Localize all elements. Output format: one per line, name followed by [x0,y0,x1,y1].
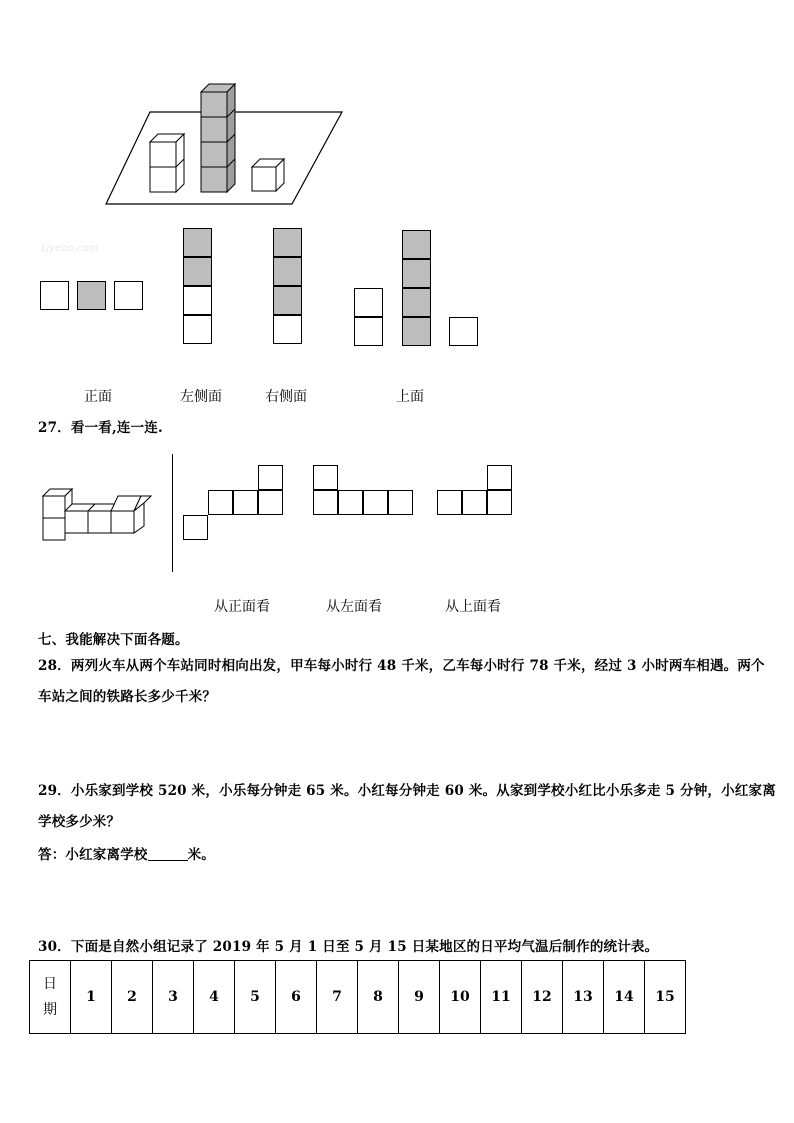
q29-line2: 学校多少米？ [38,814,121,830]
day-cell: 14 [604,961,645,1034]
q27-label-top: 从上面看 [445,599,501,615]
q27-cube-figure [40,486,156,544]
day-cell: 5 [235,961,276,1034]
q29-line1: 29．小乐家到学校 520 米，小乐每分钟走 65 米。小红每分钟走 60 米。从家到学校小红比小乐多走 5 分钟，小红家离 [38,783,776,799]
label-left-side: 左侧面 [180,389,222,405]
section7-title: 七、我能解决下面各题。 [38,632,189,648]
header-bottom: 期 [43,1002,57,1018]
day-cell: 11 [481,961,522,1034]
q29-answer [38,843,215,863]
day-cell: 1 [71,961,112,1034]
divider-line [172,454,173,572]
q27-label-left: 从左面看 [326,599,382,615]
label-top: 上面 [396,389,424,405]
header-cell [30,961,71,1034]
table-row [30,961,686,1034]
q29-answer-suffix: 米。 [187,847,216,863]
day-cell: 10 [440,961,481,1034]
q30-table [29,960,686,1034]
q29-answer-blank[interactable] [148,846,188,861]
day-cell: 4 [194,961,235,1034]
day-cell: 9 [399,961,440,1034]
day-cell: 2 [112,961,153,1034]
label-front: 正面 [84,389,112,405]
watermark: 1jyeoo.com [40,243,98,254]
q28-line1: 28．两列火车从两个车站同时相向出发，甲车每小时行 48 千米，乙车每小时行 78 千米，经过 3 小时两车相遇。两个 [38,658,765,674]
day-cell: 15 [645,961,686,1034]
q27-label-front: 从正面看 [214,599,270,615]
day-cell: 12 [522,961,563,1034]
q26-cube-figure [100,80,350,208]
label-right-side: 右侧面 [265,389,307,405]
header-top: 日 [43,976,57,992]
q27-title: 27．看一看,连一连. [38,420,163,436]
day-cell: 7 [317,961,358,1034]
day-cell: 6 [276,961,317,1034]
q28-line2: 车站之间的铁路长多少千米？ [38,689,217,705]
day-cell: 13 [563,961,604,1034]
q30-title: 30．下面是自然小组记录了 2019 年 5 月 1 日至 5 月 15 日某地区的日平均气温后制作的统计表。 [38,939,659,955]
day-cell: 8 [358,961,399,1034]
day-cell: 3 [153,961,194,1034]
q29-answer-prefix: 答：小红家离学校 [38,847,148,863]
